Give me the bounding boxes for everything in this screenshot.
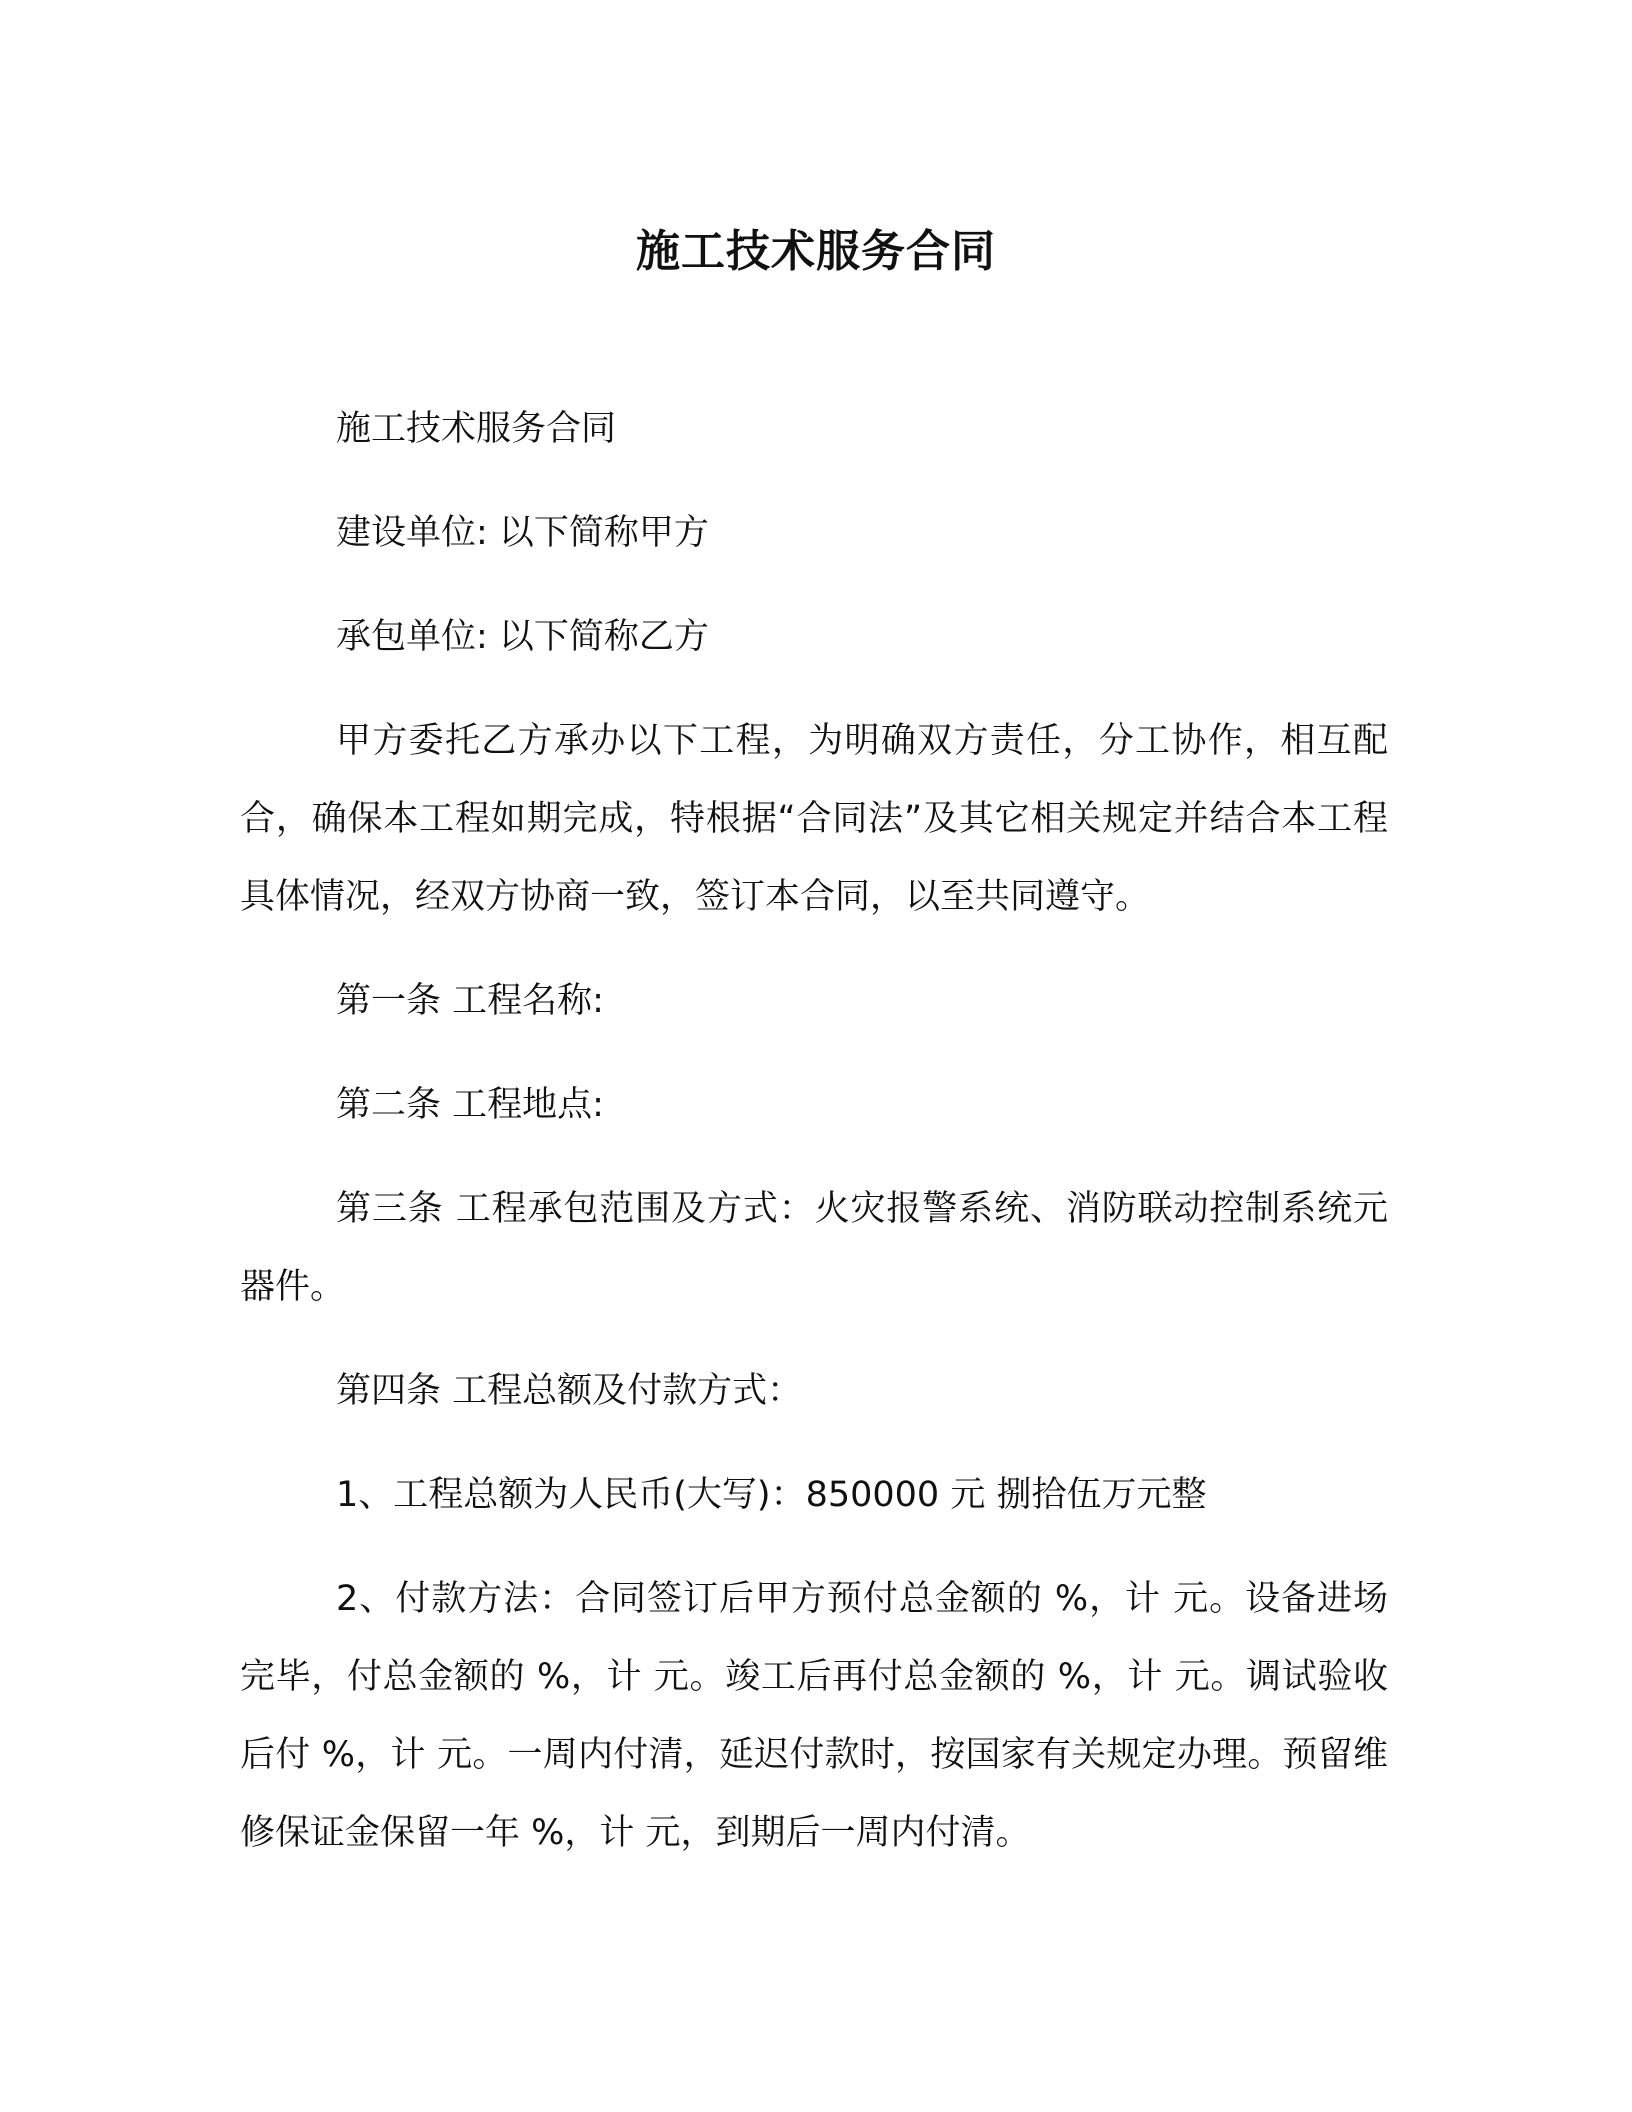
payment-item-1-total: 1、工程总额为人民币(大写)：850000 元 捌拾伍万元整 — [336, 1475, 1207, 1515]
paragraph-subtitle: 施工技术服务合同 — [336, 409, 617, 449]
article-2-project-location: 第二条 工程地点: — [336, 1085, 604, 1125]
paragraph-party-b: 承包单位: 以下简称乙方 — [336, 617, 709, 657]
article-1-project-name: 第一条 工程名称: — [336, 981, 604, 1021]
paragraph-preamble: 甲方委托乙方承办以下工程，为明确双方责任，分工协作，相互配合，确保本工程如期完成，特根据“合同法”及其它相关规定并结合本工程具体情况，经双方协商一致，签订本合同，以至共同遵守。 — [240, 721, 1388, 917]
article-4-payment: 第四条 工程总额及付款方式： — [336, 1371, 803, 1411]
document-title: 施工技术服务合同 — [636, 226, 996, 277]
payment-item-2-method: 2、付款方法：合同签订后甲方预付总金额的 %，计 元。设备进场完毕，付总金额的 %，计 元。竣工后再付总金额的 %，计 元。调试验收后付 %，计 元。一周内付清，延迟付款时，按国家有关规定办理。预留维修保证金保留一年 %，计 元，到期后一周内付清。 — [240, 1579, 1388, 1853]
paragraph-party-a: 建设单位: 以下简称甲方 — [336, 513, 709, 553]
document-body — [240, 390, 1388, 1898]
article-3-scope: 第三条 工程承包范围及方式：火灾报警系统、消防联动控制系统元器件。 — [240, 1189, 1388, 1307]
